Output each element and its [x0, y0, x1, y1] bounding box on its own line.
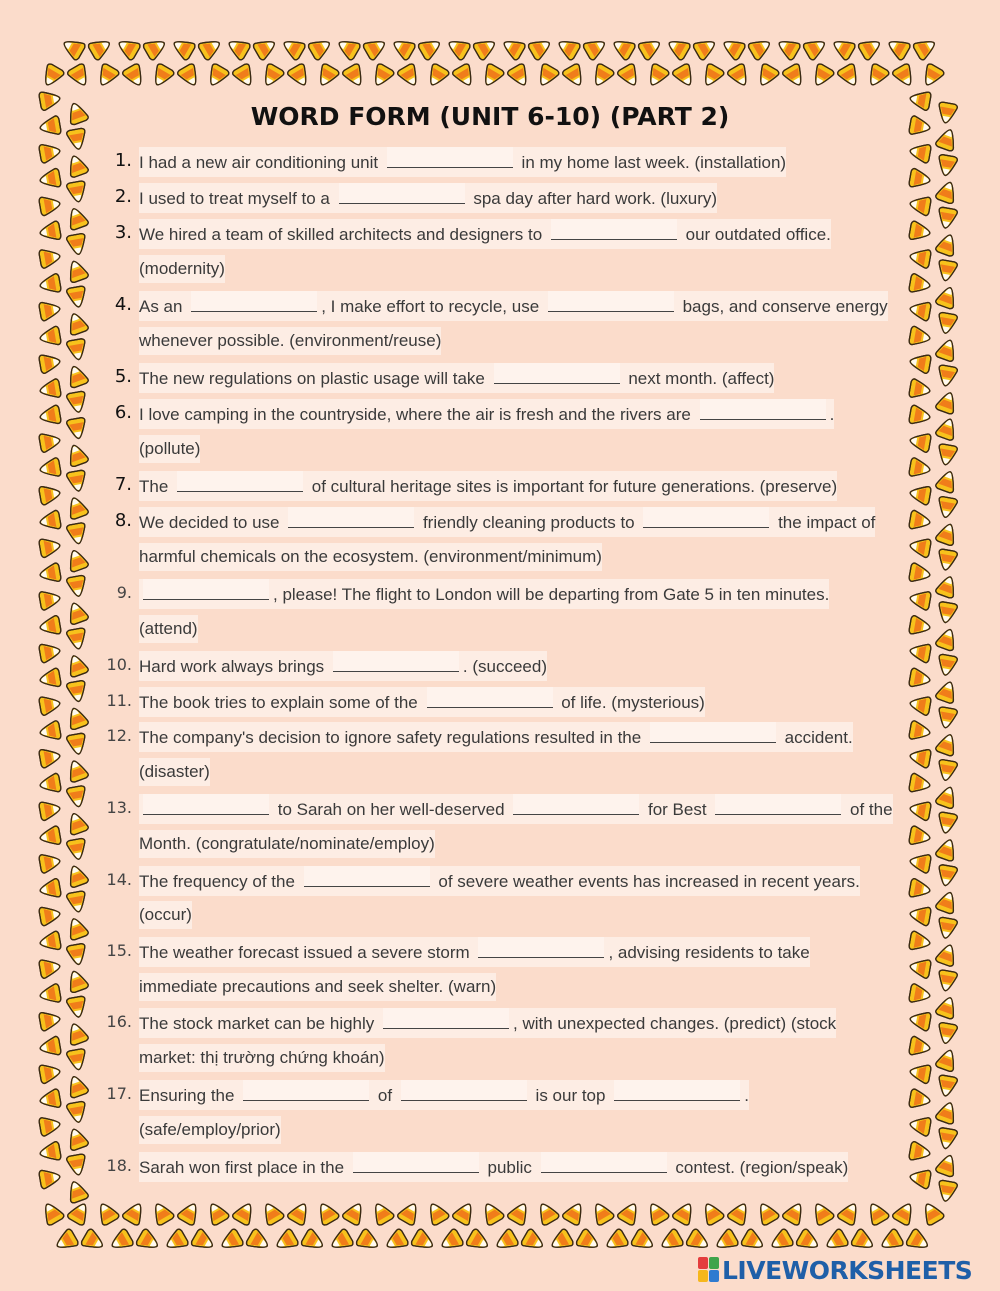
- candy-corn-icon: [548, 1228, 575, 1254]
- question-16: [0, 1007, 1000, 1037]
- question-text: [139, 579, 829, 609]
- answer-blank[interactable]: [387, 147, 513, 168]
- question-text-segment: Ensuring the: [139, 1086, 240, 1105]
- candy-corn-icon: [754, 1200, 780, 1227]
- question-11: [0, 686, 1000, 716]
- question-text: [139, 183, 717, 213]
- question-9: [0, 578, 1000, 608]
- candy-corn-icon: [665, 35, 692, 61]
- question-text-segment: of cultural heritage sites is important for future generations. (preserve): [307, 477, 838, 496]
- question-text-segment: is our top: [530, 1086, 611, 1105]
- question-text: [139, 794, 893, 824]
- question-text-segment: Sarah won first place in the: [139, 1158, 349, 1177]
- question-text-segment: (attend): [139, 619, 198, 638]
- question-text-segment: , please! The flight to London will be departing from Gate 5 in ten minutes.: [273, 585, 830, 604]
- answer-blank[interactable]: [383, 1008, 509, 1029]
- candy-corn-icon: [438, 1228, 465, 1254]
- question-text-segment: The stock market can be highly: [139, 1014, 380, 1033]
- candy-corn-icon: [445, 35, 472, 61]
- candy-corn-icon: [94, 1200, 120, 1227]
- candy-corn-icon: [67, 1200, 93, 1227]
- candy-corn-icon: [245, 1228, 272, 1254]
- candy-corn-icon: [53, 1228, 80, 1254]
- candy-corn-icon: [768, 1228, 795, 1254]
- question-number: 10.: [106, 655, 132, 674]
- question-text: [139, 1152, 848, 1182]
- candy-corn-icon: [809, 63, 835, 90]
- candy-corn-icon: [672, 63, 698, 90]
- candy-corn-icon: [397, 1200, 423, 1227]
- question-number: 3.: [114, 222, 132, 243]
- candy-corn-icon: [775, 35, 802, 61]
- question-16-continued: [0, 1043, 1000, 1073]
- candy-corn-icon: [936, 1180, 958, 1203]
- candy-corn-icon: [424, 63, 450, 90]
- question-number: 7.: [114, 474, 132, 495]
- candy-corn-icon: [892, 1200, 918, 1227]
- candy-corn-icon: [225, 35, 252, 61]
- candy-corn-icon: [287, 1200, 313, 1227]
- candy-corn-icon: [919, 1200, 945, 1227]
- question-text-segment: of: [373, 1086, 397, 1105]
- question-3: [0, 218, 1000, 248]
- question-13: [0, 793, 1000, 823]
- question-text: [139, 1008, 836, 1038]
- candy-corn-icon: [80, 1228, 107, 1254]
- answer-blank[interactable]: [700, 399, 826, 420]
- question-text-segment: friendly cleaning products to: [418, 513, 640, 532]
- candy-corn-icon: [452, 1200, 478, 1227]
- question-15-continued: [0, 972, 1000, 1002]
- question-text: [139, 866, 860, 896]
- candy-corn-icon: [912, 35, 939, 61]
- question-text-segment: (modernity): [139, 259, 225, 278]
- answer-blank[interactable]: [494, 363, 620, 384]
- candy-corn-icon: [603, 1228, 630, 1254]
- question-text-segment: The new regulations on plastic usage will take: [139, 369, 490, 388]
- answer-blank[interactable]: [614, 1080, 740, 1101]
- question-text: [139, 901, 192, 929]
- question-8-continued: [0, 542, 1000, 572]
- question-text-segment: for Best: [643, 800, 712, 819]
- question-text-segment: market: thị trường chứng khoán): [139, 1048, 385, 1067]
- candy-corn-icon: [383, 1228, 410, 1254]
- answer-blank[interactable]: [548, 291, 674, 312]
- question-text: [139, 471, 837, 501]
- question-text: [139, 722, 853, 752]
- question-number: 4.: [114, 294, 132, 315]
- question-text-segment: our outdated office.: [680, 225, 831, 244]
- question-number: 15.: [106, 941, 132, 960]
- question-8: [0, 506, 1000, 536]
- question-text-segment: As an: [139, 297, 188, 316]
- answer-blank[interactable]: [288, 507, 414, 528]
- answer-blank[interactable]: [177, 471, 303, 492]
- candy-corn-icon: [562, 1200, 588, 1227]
- question-text: [139, 255, 225, 283]
- question-text: [139, 147, 786, 177]
- candy-corn-icon: [87, 35, 114, 61]
- candy-corn-icon: [479, 63, 505, 90]
- question-text-segment: in my home last week. (installation): [516, 153, 787, 172]
- answer-blank[interactable]: [304, 866, 430, 887]
- question-7: [0, 470, 1000, 500]
- question-number: 14.: [106, 870, 132, 889]
- question-number: 8.: [114, 510, 132, 531]
- candy-corn-icon: [472, 35, 499, 61]
- candy-corn-icon: [149, 1200, 175, 1227]
- question-text: [139, 615, 198, 643]
- question-18: [0, 1151, 1000, 1181]
- question-text: [139, 435, 200, 463]
- candy-corn-icon: [60, 35, 87, 61]
- question-text-segment: The company's decision to ignore safety regulations resulted in the: [139, 728, 646, 747]
- question-text-segment: The: [139, 477, 174, 496]
- liveworksheets-logo[interactable]: [698, 1256, 972, 1285]
- question-text-segment: (occur): [139, 905, 192, 924]
- answer-blank[interactable]: [339, 183, 465, 204]
- question-text-segment: (disaster): [139, 762, 210, 781]
- candy-corn-icon: [335, 35, 362, 61]
- candy-corn-icon: [905, 1228, 932, 1254]
- candy-corn-icon: [802, 35, 829, 61]
- candy-corn-icon: [644, 1200, 670, 1227]
- candy-corn-icon: [273, 1228, 300, 1254]
- question-text: [139, 687, 705, 717]
- candy-corn-icon: [658, 1228, 685, 1254]
- candy-corn-icon: [122, 63, 148, 90]
- candy-corn-icon: [307, 35, 334, 61]
- question-text-segment: . (succeed): [462, 657, 547, 676]
- question-number: 12.: [106, 726, 132, 745]
- question-text-segment: contest. (region/speak): [670, 1158, 849, 1177]
- candy-corn-icon: [493, 1228, 520, 1254]
- candy-corn-icon: [575, 1228, 602, 1254]
- candy-corn-icon: [452, 63, 478, 90]
- question-text: [139, 1080, 749, 1110]
- question-2: [0, 182, 1000, 212]
- candy-corn-icon: [115, 35, 142, 61]
- question-3-continued: [0, 254, 1000, 284]
- candy-corn-icon: [94, 63, 120, 90]
- answer-blank[interactable]: [513, 794, 639, 815]
- candy-corn-icon: [637, 35, 664, 61]
- question-text-segment: public: [482, 1158, 537, 1177]
- answer-blank[interactable]: [478, 937, 604, 958]
- question-14: [0, 865, 1000, 895]
- candy-corn-icon: [424, 1200, 450, 1227]
- candy-corn-icon: [170, 35, 197, 61]
- answer-blank[interactable]: [401, 1080, 527, 1101]
- candy-corn-icon: [204, 63, 230, 90]
- question-text: [139, 507, 875, 537]
- candy-corn-icon: [314, 63, 340, 90]
- candy-corn-icon: [795, 1228, 822, 1254]
- answer-blank[interactable]: [427, 687, 553, 708]
- candy-corn-icon: [837, 1200, 863, 1227]
- question-text: [139, 399, 834, 429]
- candy-corn-icon: [809, 1200, 835, 1227]
- question-text-segment: to Sarah on her well-deserved: [273, 800, 510, 819]
- answer-blank[interactable]: [191, 291, 317, 312]
- candy-corn-icon: [850, 1228, 877, 1254]
- candy-corn-icon: [782, 1200, 808, 1227]
- question-text-segment: , with unexpected changes. (predict) (stock: [513, 1014, 837, 1033]
- candy-corn-icon: [644, 63, 670, 90]
- question-number: 1.: [114, 150, 132, 171]
- question-text-segment: accident.: [779, 728, 853, 747]
- question-text: [139, 363, 774, 393]
- question-text-segment: I had a new air conditioning unit: [139, 153, 383, 172]
- question-number: 6.: [114, 402, 132, 423]
- candy-corn-icon: [479, 1200, 505, 1227]
- candy-corn-icon: [507, 1200, 533, 1227]
- candy-corn-icon: [892, 63, 918, 90]
- candy-corn-icon: [163, 1228, 190, 1254]
- candy-corn-icon: [39, 63, 65, 90]
- candy-corn-icon: [878, 1228, 905, 1254]
- question-text-segment: The frequency of the: [139, 872, 300, 891]
- question-15: [0, 936, 1000, 966]
- answer-blank[interactable]: [715, 794, 841, 815]
- answer-blank[interactable]: [143, 794, 269, 815]
- question-text-segment: I used to treat myself to a: [139, 189, 335, 208]
- candy-corn-icon: [562, 63, 588, 90]
- question-text: [139, 937, 810, 967]
- question-text-segment: (safe/employ/prior): [139, 1120, 281, 1139]
- candy-corn-icon: [190, 1228, 217, 1254]
- question-number: 13.: [106, 798, 132, 817]
- candy-corn-icon: [699, 1200, 725, 1227]
- candy-corn-icon: [534, 1200, 560, 1227]
- question-text-segment: immediate precautions and seek shelter. (warn): [139, 977, 497, 996]
- question-text: [139, 1044, 385, 1072]
- question-6-continued: [0, 434, 1000, 464]
- question-4: [0, 290, 1000, 320]
- candy-corn-icon: [830, 35, 857, 61]
- answer-blank[interactable]: [333, 651, 459, 672]
- candy-corn-icon: [177, 1200, 203, 1227]
- candy-corn-icon: [713, 1228, 740, 1254]
- liveworksheets-badge-icon: [698, 1257, 720, 1283]
- candy-corn-icon: [300, 1228, 327, 1254]
- candy-corn-icon: [232, 63, 258, 90]
- question-text-segment: (pollute): [139, 439, 201, 458]
- candy-corn-icon: [108, 1228, 135, 1254]
- question-text: [139, 291, 888, 321]
- question-text-segment: The weather forecast issued a severe storm: [139, 943, 475, 962]
- question-text-segment: , I make effort to recycle, use: [321, 297, 544, 316]
- question-5: [0, 362, 1000, 392]
- question-13-continued: [0, 829, 1000, 859]
- candy-corn-icon: [280, 35, 307, 61]
- candy-corn-icon: [672, 1200, 698, 1227]
- question-number: 11.: [106, 691, 132, 710]
- candy-corn-icon: [314, 1200, 340, 1227]
- question-14-continued: [0, 900, 1000, 930]
- candy-corn-icon: [754, 63, 780, 90]
- question-text-segment: the impact of: [773, 513, 876, 532]
- candy-corn-icon: [727, 1200, 753, 1227]
- candy-corn-icon: [390, 35, 417, 61]
- candy-corn-icon: [342, 1200, 368, 1227]
- brand-text: LIVEWORKSHEETS: [722, 1256, 973, 1285]
- candy-corn-icon: [885, 35, 912, 61]
- question-number: 17.: [106, 1084, 132, 1103]
- question-text: [139, 543, 602, 571]
- question-text-segment: spa day after hard work. (luxury): [468, 189, 718, 208]
- question-text-segment: Hard work always brings: [139, 657, 329, 676]
- candy-corn-icon: [197, 35, 224, 61]
- answer-blank[interactable]: [143, 579, 269, 600]
- answer-blank[interactable]: [353, 1152, 479, 1173]
- candy-corn-icon: [67, 63, 93, 90]
- candy-corn-icon: [589, 1200, 615, 1227]
- candy-corn-icon: [177, 63, 203, 90]
- candy-corn-icon: [685, 1228, 712, 1254]
- question-17: [0, 1079, 1000, 1109]
- candy-corn-icon: [259, 1200, 285, 1227]
- question-text-segment: The book tries to explain some of the: [139, 693, 423, 712]
- candy-corn-icon: [39, 1200, 65, 1227]
- question-number: 9.: [116, 583, 132, 602]
- answer-blank[interactable]: [650, 722, 776, 743]
- question-text-segment: of the: [845, 800, 893, 819]
- candy-corn-icon: [342, 63, 368, 90]
- candy-corn-icon: [362, 35, 389, 61]
- candy-corn-icon: [465, 1228, 492, 1254]
- page-title: WORD FORM (UNIT 6-10) (PART 2): [250, 102, 730, 131]
- question-6: [0, 398, 1000, 428]
- question-text-segment: , advising residents to take: [608, 943, 810, 962]
- question-17-continued: [0, 1115, 1000, 1145]
- candy-corn-icon: [204, 1200, 230, 1227]
- candy-corn-icon: [287, 63, 313, 90]
- question-number: 2.: [114, 186, 132, 207]
- question-number: 18.: [106, 1156, 132, 1175]
- question-text-segment: We hired a team of skilled architects and designers to: [139, 225, 547, 244]
- question-text: [139, 1116, 281, 1144]
- candy-corn-icon: [252, 35, 279, 61]
- candy-corn-icon: [232, 1200, 258, 1227]
- candy-corn-icon: [864, 63, 890, 90]
- candy-corn-icon: [823, 1228, 850, 1254]
- question-text-segment: Month. (congratulate/nominate/employ): [139, 834, 435, 853]
- question-text-segment: whenever possible. (environment/reuse): [139, 331, 442, 350]
- candy-corn-icon: [692, 35, 719, 61]
- question-9-continued: [0, 614, 1000, 644]
- candy-corn-icon: [747, 35, 774, 61]
- candy-corn-icon: [142, 35, 169, 61]
- candy-corn-icon: [369, 1200, 395, 1227]
- question-number: 16.: [106, 1012, 132, 1031]
- answer-blank[interactable]: [551, 219, 677, 240]
- question-text: [139, 651, 547, 681]
- candy-corn-icon: [534, 63, 560, 90]
- question-text-segment: next month. (affect): [623, 369, 775, 388]
- candy-corn-icon: [259, 63, 285, 90]
- candy-corn-icon: [782, 63, 808, 90]
- answer-blank[interactable]: [541, 1152, 667, 1173]
- candy-corn-icon: [417, 35, 444, 61]
- question-12: [0, 721, 1000, 751]
- candy-corn-icon: [555, 35, 582, 61]
- candy-corn-icon: [520, 1228, 547, 1254]
- candy-corn-icon: [589, 63, 615, 90]
- candy-corn-icon: [610, 35, 637, 61]
- question-number: 5.: [114, 366, 132, 387]
- candy-corn-icon: [720, 35, 747, 61]
- candy-corn-icon: [369, 63, 395, 90]
- candy-corn-icon: [507, 63, 533, 90]
- candy-corn-icon: [740, 1228, 767, 1254]
- candy-corn-icon: [617, 63, 643, 90]
- candy-corn-icon: [582, 35, 609, 61]
- candy-corn-icon: [699, 63, 725, 90]
- candy-corn-icon: [919, 63, 945, 90]
- candy-corn-icon: [630, 1228, 657, 1254]
- question-4-continued: [0, 326, 1000, 356]
- candy-corn-icon: [727, 63, 753, 90]
- candy-corn-icon: [500, 35, 527, 61]
- question-text-segment: bags, and conserve energy: [677, 297, 888, 316]
- question-text: [139, 758, 210, 786]
- question-1: [0, 146, 1000, 176]
- candy-corn-icon: [355, 1228, 382, 1254]
- question-text-segment: .: [744, 1086, 749, 1105]
- candy-corn-icon: [617, 1200, 643, 1227]
- candy-corn-icon: [218, 1228, 245, 1254]
- candy-corn-icon: [837, 63, 863, 90]
- answer-blank[interactable]: [243, 1080, 369, 1101]
- question-text: [139, 973, 496, 1001]
- candy-corn-icon: [122, 1200, 148, 1227]
- candy-corn-icon: [864, 1200, 890, 1227]
- question-text: [139, 830, 435, 858]
- question-text-segment: .: [829, 405, 835, 424]
- question-text: [139, 327, 441, 355]
- question-10: [0, 650, 1000, 680]
- candy-corn-icon: [527, 35, 554, 61]
- candy-corn-icon: [65, 1179, 89, 1204]
- question-text: [139, 219, 831, 249]
- candy-corn-icon: [397, 63, 423, 90]
- answer-blank[interactable]: [643, 507, 769, 528]
- question-text-segment: of severe weather events has increased in recent years.: [433, 872, 860, 891]
- question-text-segment: harmful chemicals on the ecosystem. (environment/minimum): [139, 547, 602, 566]
- candy-corn-icon: [149, 63, 175, 90]
- candy-corn-icon: [328, 1228, 355, 1254]
- question-12-continued: [0, 757, 1000, 787]
- candy-corn-icon: [410, 1228, 437, 1254]
- question-text-segment: We decided to use: [139, 513, 285, 532]
- candy-corn-icon: [857, 35, 884, 61]
- candy-corn-icon: [135, 1228, 162, 1254]
- question-text-segment: of life. (mysterious): [556, 693, 705, 712]
- question-text-segment: I love camping in the countryside, where the air is fresh and the rivers are: [139, 405, 696, 424]
